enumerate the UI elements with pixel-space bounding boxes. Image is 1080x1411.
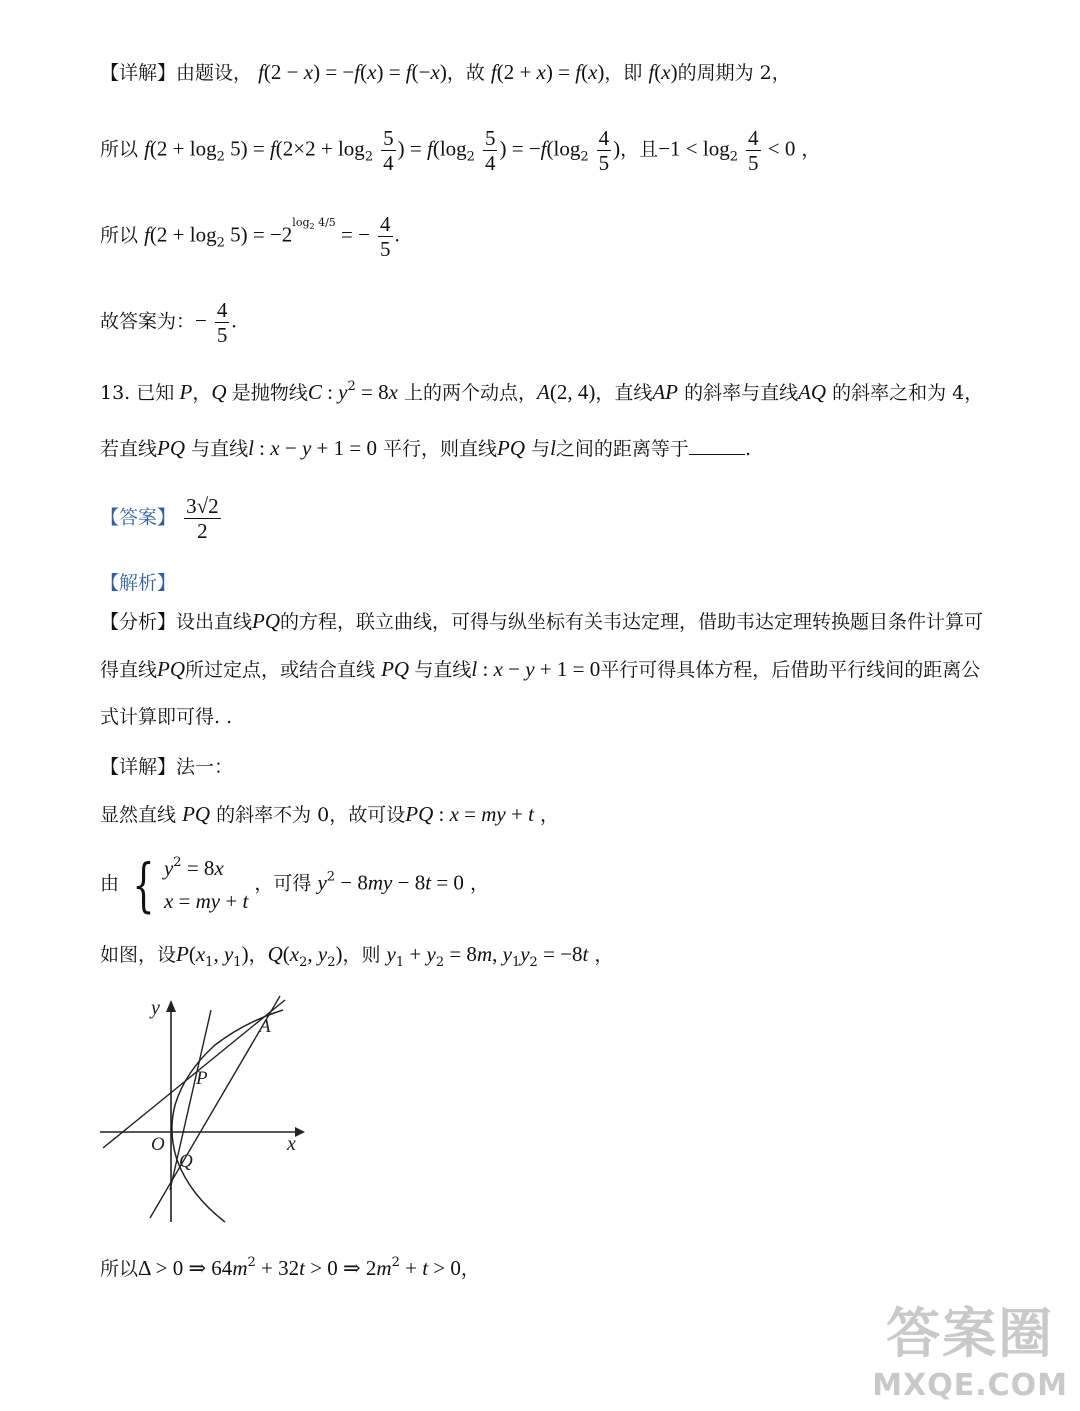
q13-step-2: 由 { $y^2 = 8x$ x = my + t ，可得 $y^2 - 8my - 8t = 0$ ， <box>100 850 489 919</box>
text: 所以 <box>100 1258 139 1280</box>
parabola-curve <box>172 1010 283 1222</box>
detail-label: 【详解】 <box>100 756 177 778</box>
text: 的方程，联立曲线，可得与纵坐标有关韦达定理，借助韦达定理转换题目条件计算可 <box>280 611 984 633</box>
text: 平行可得具体方程，后借助平行线间的距离公 <box>600 659 981 681</box>
x-axis-arrow <box>295 1127 305 1137</box>
q13-step-4: 所以Δ > 0 ⇒ $64m^2 + 32t > 0$ ⇒ $2m^2 + t > 0$， <box>100 1255 480 1280</box>
math-expr: f <box>258 60 264 84</box>
q13-statement-line-2: 若直线PQ 与直线l : x − y + 1 = 0 平行，则直线PQ 与l之间的距离等于 . <box>100 436 751 460</box>
text: 平行，则直线 <box>383 438 498 460</box>
prev-answer: 故答案为：− $\frac{4}{5}$ . <box>100 298 237 348</box>
text: 由 <box>100 872 120 895</box>
fraction: $\frac{4}{5}$ <box>598 126 610 176</box>
text: 是抛物线 <box>231 382 308 404</box>
text: 所以 <box>100 138 139 161</box>
text: 与 <box>531 438 551 460</box>
text: 式计算即可得. . <box>100 706 233 728</box>
text: ，即 <box>604 62 643 84</box>
text: 之间的距离等于 <box>555 438 689 460</box>
equation-system: { $y^2 = 8x$ x = my + t <box>132 850 249 919</box>
q13-statement-line-1: 13. 已知 P，Q 是抛物线C : $y^2 = 8x$ 上的两个动点，A(2, 4)，直线AP 的斜率与直线AQ 的斜率之和为 4， <box>100 379 984 404</box>
q13-step-1: 显然直线 PQ 的斜率不为 0，故可设PQ : x = my + t ， <box>100 802 559 826</box>
prev-detail-line-1: 【详解】由题设， f(2 − x) = −f(x) = f(−x)，故 f(2 + x) = f(x)，即 f(x)的周期为 2， <box>100 60 791 84</box>
point-label-a: A <box>259 1016 271 1037</box>
fraction: $\frac{4}{5}$ <box>748 126 759 176</box>
parabola-figure <box>95 990 310 1230</box>
text: 故答案为： <box>100 310 196 333</box>
text: 所以 <box>100 224 139 247</box>
point-label-p: P <box>196 1068 208 1089</box>
fraction: $\frac{5}{4}$ <box>484 126 496 176</box>
line-ap <box>103 1000 285 1148</box>
q13-analysis-label <box>100 568 176 595</box>
q13-answer <box>100 494 223 543</box>
fenxi-label: 【分析】 <box>100 611 177 633</box>
text: ，则 <box>342 944 381 966</box>
text: 与直线 <box>414 659 472 681</box>
prev-detail-line-3: 所以 $f(2 + \log_2 5) = -2^{log_2 4/5}$ = − $\frac{4}{5}$ . <box>100 212 400 262</box>
text: 若直线 <box>100 438 158 460</box>
answer-blank <box>689 438 745 455</box>
text: 上的两个动点， <box>404 382 538 404</box>
watermark-url: MXQE.COM <box>872 1368 1068 1403</box>
fraction: $\frac{4}{5}$ <box>380 212 391 262</box>
text: 设出直线 <box>176 611 253 633</box>
text: 与直线 <box>191 438 249 460</box>
analysis-label: 【解析】 <box>100 572 177 594</box>
point-label-q: Q <box>179 1151 193 1172</box>
watermark-logo: 答案圈 <box>886 1302 1055 1365</box>
origin-label: O <box>151 1134 165 1155</box>
text: ，可得 <box>254 872 312 895</box>
answer-fraction: $\frac{3√2}{2}$ <box>186 494 219 544</box>
text: 已知 <box>136 382 175 404</box>
text: 的斜率之和为 4， <box>832 382 984 404</box>
question-number: 13. <box>100 382 131 404</box>
text: 所过定点，或结合直线 <box>185 659 376 681</box>
fraction: $\frac{4}{5}$ <box>216 298 228 348</box>
text: 如图，设 <box>100 944 177 966</box>
text: 的斜率不为 0，故可设 <box>216 804 406 826</box>
q13-detail-label <box>100 752 233 779</box>
text: 的周期为 2， <box>677 62 791 84</box>
text: ，直线 <box>595 382 653 404</box>
q13-step-3: 如图，设$P(x_1$, $y_1$)，$Q(x_2$, $y_2$)，则 $y_1 + y_2 = 8m$, $y_1y_2 = -8t$ ， <box>100 942 614 970</box>
axis-label-x: x <box>287 1133 296 1155</box>
watermark <box>872 1291 1068 1403</box>
text: 显然直线 <box>100 804 177 826</box>
axis-label-y: y <box>151 997 160 1019</box>
text: 法一： <box>176 756 234 778</box>
prev-detail-line-2: 所以 $f(2 + \log_2 5) = f(2\times 2 + \log_2$ $\frac{5}{4}$ ) = $f(\log_2$ $\frac{5}{4}$ ) = $-f(\log_2$ $\frac{4}{5}$ )，且$-1 < \log_2$ $\frac{4}{5}$ < 0 ， <box>100 126 821 176</box>
y-axis-arrow <box>166 1000 176 1012</box>
detail-label: 【详解】 <box>100 62 177 84</box>
text: 得直线 <box>100 659 158 681</box>
fraction: $\frac{5}{4}$ <box>383 126 394 176</box>
answer-label: 【答案】 <box>100 506 177 529</box>
q13-fenxi: 【分析】设出直线PQ的方程，联立曲线，可得与纵坐标有关韦达定理，借助韦达定理转换题目条件计算可 得直线PQ所过定点，或结合直线 PQ 与直线l : x − y + 1 = 0平行可得具体方程，后借助平行线间的距离公 式计算即可得. . <box>100 609 984 728</box>
text: ，且 <box>620 138 659 161</box>
text: 的斜率与直线 <box>684 382 799 404</box>
text: 由题设， <box>176 62 253 84</box>
